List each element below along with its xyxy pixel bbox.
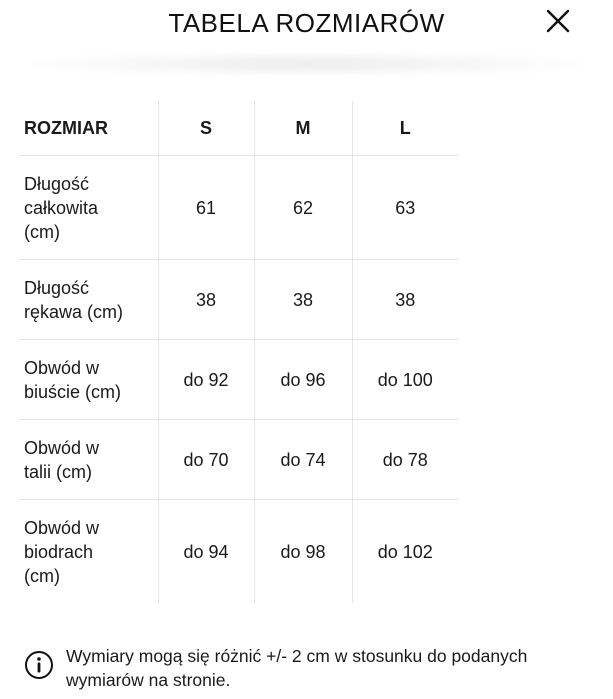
page-title: TABELA ROZMIARÓW xyxy=(168,8,445,38)
table-cell: do 94 xyxy=(158,500,254,604)
table-cell: do 92 xyxy=(158,340,254,420)
modal-header xyxy=(0,0,613,50)
table-header-row xyxy=(18,101,458,156)
table-cell: 61 xyxy=(158,156,254,260)
table-cell: do 100 xyxy=(352,340,458,420)
row-label: Długość całkowita (cm) xyxy=(18,156,158,260)
size-table xyxy=(18,101,458,603)
note-text: Wymiary mogą się różnić +/- 2 cm w stosunku do podanych wymiarów na stronie. xyxy=(66,646,528,690)
table-cell: 38 xyxy=(352,260,458,340)
table-cell: 38 xyxy=(254,260,352,340)
table-row xyxy=(18,156,458,260)
table-cell: do 70 xyxy=(158,420,254,500)
table-row xyxy=(18,260,458,340)
row-label: Obwód w biuście (cm) xyxy=(18,340,158,420)
table-cell: do 98 xyxy=(254,500,352,604)
table-row xyxy=(18,340,458,420)
table-cell: 38 xyxy=(158,260,254,340)
column-header-m: M xyxy=(254,101,352,156)
header-shadow xyxy=(30,52,583,76)
table-cell: do 102 xyxy=(352,500,458,604)
table-row xyxy=(18,420,458,500)
table-cell: do 96 xyxy=(254,340,352,420)
table-cell: 62 xyxy=(254,156,352,260)
table-cell: do 74 xyxy=(254,420,352,500)
row-label: Obwód w talii (cm) xyxy=(18,420,158,500)
close-icon xyxy=(541,4,575,38)
row-label: Obwód w biodrach (cm) xyxy=(24,517,100,586)
table-row xyxy=(18,500,458,604)
table-cell: 63 xyxy=(352,156,458,260)
row-label: Długość rękawa (cm) xyxy=(18,260,158,340)
column-header-l: L xyxy=(352,101,458,156)
info-icon xyxy=(24,650,54,680)
column-header-s: S xyxy=(158,101,254,156)
column-header-size: ROZMIAR xyxy=(18,101,158,156)
close-button[interactable] xyxy=(541,4,575,38)
table-cell: do 78 xyxy=(352,420,458,500)
